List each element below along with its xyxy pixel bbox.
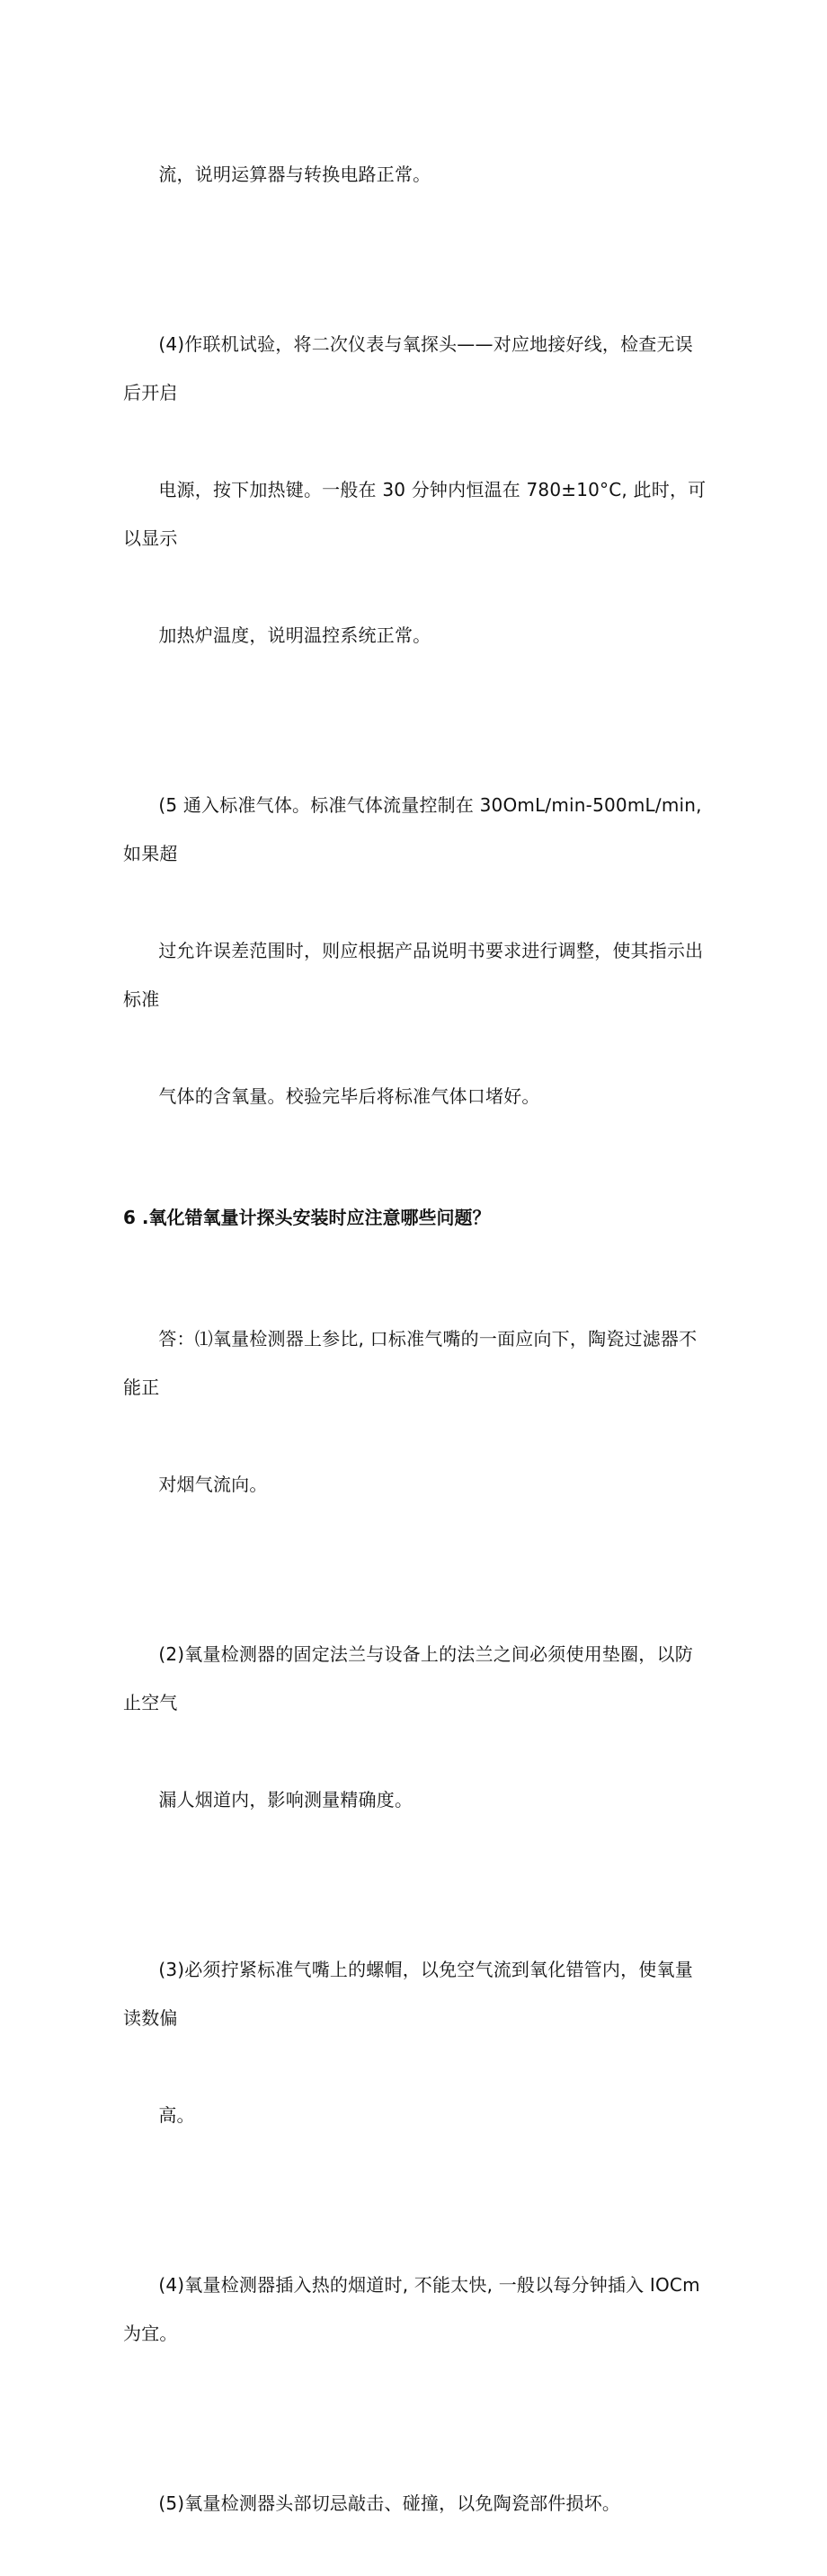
text-line: 漏人烟道内，影响测量精确度。 [158, 1789, 414, 1810]
text-line: 加热炉温度，说明温控系统正常。 [158, 624, 431, 646]
text-line: (4)氧量检测器插入热的烟道时, 不能太快, 一般以每分钟插入 IOCm 为宜。 [123, 2274, 707, 2344]
text-line: 答：⑴氧量检测器上参比, 口标准气嘴的一面应向下，陶瓷过滤器不能正 [123, 1328, 698, 1398]
answer-item-2 [123, 1581, 707, 1872]
paragraph-gap [123, 1169, 707, 1193]
text-line: 电源，按下加热键。一般在 30 分钟内恒温在 780±10°C, 此时，可以显示 [123, 479, 707, 549]
text-line: 过允许误差范围时，则应根据产品说明书要求进行调整，使其指示出标准 [123, 940, 704, 1010]
text-line: 气体的含氧量。校验完毕后将标准气体口堵好。 [158, 1085, 540, 1107]
text-line: (4)作联机试验，将二次仪表与氧探头——对应地接好线，检查无误后开启 [123, 333, 693, 403]
text-line: 流，说明运算器与转换电路正常。 [158, 164, 431, 185]
paragraph-gap [123, 2406, 707, 2430]
paragraph-continuation [123, 102, 707, 247]
paragraph-gap [123, 708, 707, 732]
text-line: (5)氧量检测器头部切忌敲击、碰撞，以免陶瓷部件损坏。 [158, 2492, 621, 2514]
answer-item-5 [123, 2430, 707, 2576]
paragraph-step-5 [123, 732, 707, 1169]
text-line: (5 通入标准气体。标准气体流量控制在 30OmL∕min-500mL∕min,如果超 [123, 794, 702, 864]
document-body [123, 102, 707, 2576]
paragraph-gap [123, 1242, 707, 1266]
paragraph-gap [123, 247, 707, 271]
paragraph-gap [123, 1557, 707, 1581]
answer-item-3 [123, 1897, 707, 2188]
answer-item-1 [123, 1266, 707, 1557]
paragraph-gap [123, 2188, 707, 2212]
paragraph-gap [123, 1872, 707, 1897]
answer-item-4 [123, 2212, 707, 2406]
text-line: 高。 [158, 2104, 195, 2126]
question-text: 6 .氧化错氧量计探头安装时应注意哪些问题？ [123, 1207, 491, 1228]
text-line: (2)氧量检测器的固定法兰与设备上的法兰之间必须使用垫圈，以防止空气 [123, 1643, 693, 1713]
text-line: (3)必须拧紧标准气嘴上的螺帽，以免空气流到氧化错管内，使氧量读数偏 [123, 1959, 693, 2029]
text-line: 对烟气流向。 [158, 1474, 268, 1495]
question-heading [123, 1193, 707, 1242]
paragraph-step-4 [123, 271, 707, 708]
